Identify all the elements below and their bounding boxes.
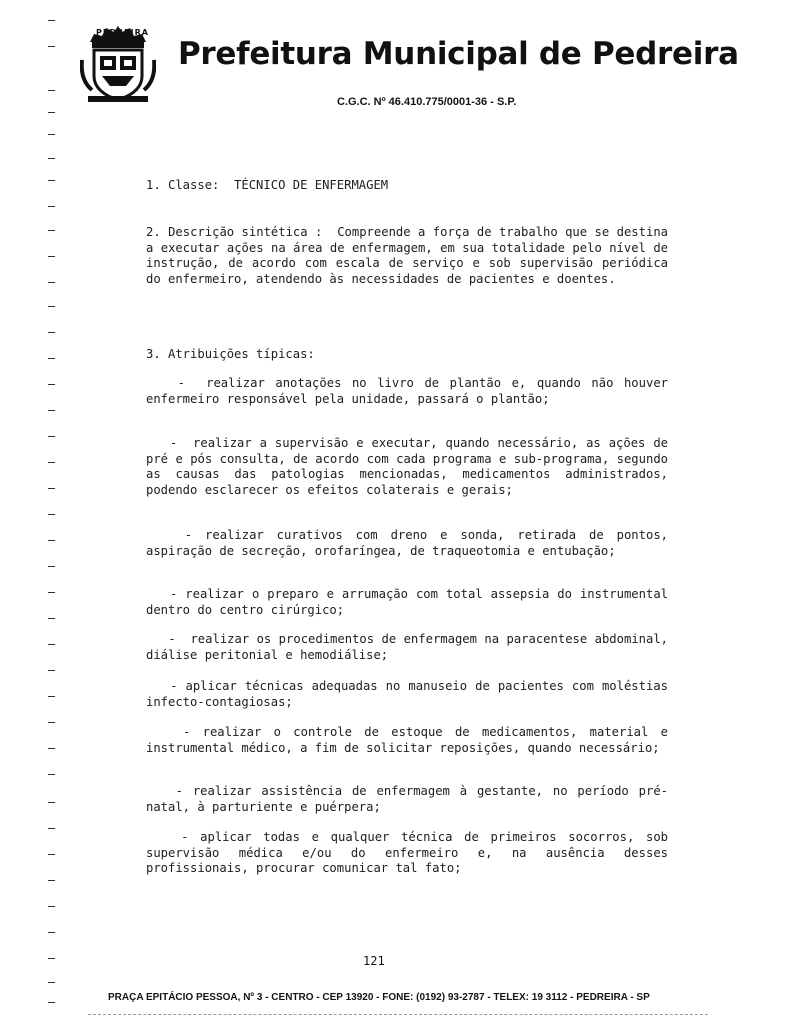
list-item: - aplicar todas e qualquer técnica de primeiros socorros, sob supervisão médica e/ou do enfermeiro e, na ausência desses profissionais, procurar comunicar tal fato; <box>146 830 676 875</box>
list-item: - aplicar técnicas adequadas no manuseio de pacientes com moléstias infecto-contagiosas; <box>146 679 676 709</box>
footer-address: PRAÇA EPITÁCIO PESSOA, Nº 3 - CENTRO - CEP 13920 - FONE: (0192) 93-2787 - TELEX: 19 3112 - PEDREIRA - SP <box>108 992 650 1003</box>
margin-binding-marks <box>48 20 60 1010</box>
list-item: - realizar o preparo e arrumação com total assepsia do instrumental dentro do centro cirúrgico; <box>146 587 676 617</box>
list-item: - realizar os procedimentos de enfermagem na paracentese abdominal, diálise peritonial e hemodiálise; <box>146 632 676 662</box>
section-classe: 1. Classe: TÉCNICO DE ENFERMAGEM <box>146 178 389 192</box>
list-item: - realizar assistência de enfermagem à gestante, no período pré-natal, à parturiente e puérpera; <box>146 784 668 814</box>
crest-label: PEDREIRA <box>96 28 149 37</box>
section-atribuicoes-title: 3. Atribuições típicas: <box>146 347 315 361</box>
cgc-number: C.G.C. Nº 46.410.775/0001-36 - S.P. <box>337 96 517 108</box>
page-title: Prefeitura Municipal de Pedreira <box>178 36 739 72</box>
section-descricao: 2. Descrição sintética : Compreende a força de trabalho que se destina a executar ações na área de enfermagem, em sua totalidade pelo nível de instrução, de acordo com escala de serviço e sob supervisão periódica do enfermeiro, atendendo às necessidades de pacientes e doentes. <box>146 225 676 286</box>
list-item: - realizar curativos com dreno e sonda, retirada de pontos, aspiração de secreção, orofaríngea, de traqueotomia e entubação; <box>146 528 676 558</box>
list-item: - realizar anotações no livro de plantão e, quando não houver enfermeiro responsável pela unidade, passará o plantão; <box>146 376 676 406</box>
footer-divider <box>88 1014 708 1015</box>
page-number: 121 <box>363 954 385 968</box>
list-item: - realizar o controle de estoque de medicamentos, material e instrumental médico, a fim de solicitar reposições, quando necessário; <box>146 725 676 755</box>
list-item: - realizar a supervisão e executar, quando necessário, as ações de pré e pós consulta, de acordo com cada programa e sub-programa, segundo as causas das patologias mencionadas, medicamentos administrados, podendo esclarecer os efeitos colaterais e gerais; <box>146 436 676 497</box>
